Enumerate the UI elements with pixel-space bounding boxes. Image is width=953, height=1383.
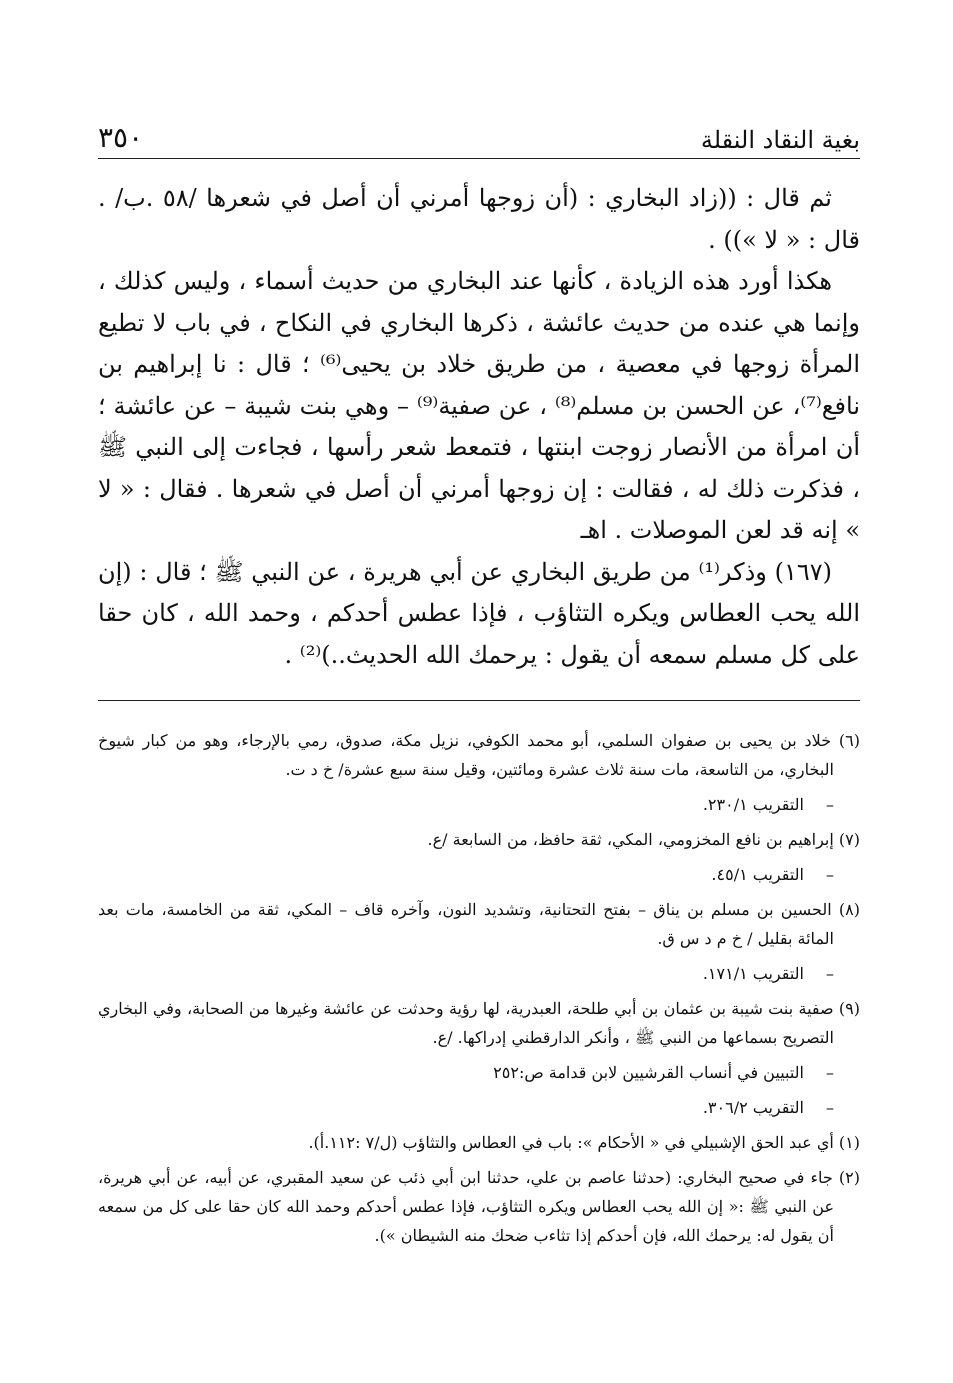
footnote-6-ref: [98, 790, 860, 819]
footnote-7-ref-text: التقريب ٤٥/١.: [711, 865, 804, 884]
page-number: ٣٥٠: [98, 121, 144, 154]
ref-dash: –: [826, 1063, 834, 1082]
footnote-9-ref-2: [98, 1093, 860, 1122]
footnotes: [98, 726, 860, 1256]
page-header: [98, 108, 860, 152]
book-page: [98, 0, 860, 1383]
footnote-6: (٦) خلاد بن يحيى بن صفوان السلمي، أبو محمد الكوفي، نزيل مكة، صدوق، رمي بالإرجاء، وهو من كبار شيوخ البخاري، من التاسعة، مات سنة ثلاث عشرة ومائتين، وقيل سنة سبع عشرة/ خ د ت.: [98, 731, 861, 779]
footnote-6-ref-text: التقريب ٢٣٠/١.: [702, 795, 804, 814]
footnote-divider: [98, 700, 860, 701]
footnote-1: (١) أي عبد الحق الإشبيلي في « الأحكام »: باب في العطاس والتثاؤب (ل/٧ :١١٢.أ).: [308, 1133, 860, 1152]
footnote-9-ref-2-text: التقريب ٣٠٦/٢.: [702, 1098, 804, 1117]
footnote-7-ref: [98, 860, 860, 889]
running-title: بغية النقاد النقلة: [700, 126, 860, 154]
ref-dash: –: [826, 865, 834, 884]
ref-dash: –: [826, 1098, 834, 1117]
paragraph-3: (١٦٧) وذكر⁽¹⁾ من طريق البخاري عن أبي هريرة ، عن النبي ﷺ ؛ قال : (إن الله يحب العطاس ويكره التثاؤب ، فإذا عطس أحدكم ، وحمد الله ، كان حقا على كل مسلم سمعه أن يقول : يرحمك الله الحديث..)⁽²⁾ .: [98, 557, 860, 669]
main-text: [98, 178, 860, 676]
footnote-9-ref-1: [98, 1058, 860, 1087]
footnote-9: (٩) صفية بنت شيبة بن عثمان بن أبي طلحة، العبدرية، لها رؤية وحدثت عن عائشة وغيرها من الصحابة، وفي البخاري التصريح بسماعها من النبي ﷺ ، وأنكر الدارقطني إدراكها. /ع.: [98, 999, 860, 1047]
footnote-8-ref-text: التقريب ١٧١/١.: [702, 964, 804, 983]
paragraph-2: هكذا أورد هذه الزيادة ، كأنها عند البخاري من حديث أسماء ، وليس كذلك ، وإنما هي عنده من حديث عائشة ، ذكرها البخاري في النكاح ، في باب لا تطيع المرأة زوجها في معصية ، من طريق خلاد بن يحيى⁽⁶⁾ ؛ قال : نا إبراهيم بن نافع⁽⁷⁾، عن الحسن بن مسلم⁽⁸⁾ ، عن صفية⁽⁹⁾ – وهي بنت شيبة – عن عائشة ؛ أن امرأة من الأنصار زوجت ابنتها ، فتمعط شعر رأسها ، فجاءت إلى النبي ﷺ ، فذكرت ذلك له ، فقالت : إن زوجها أمرني أن أصل في شعرها . فقال : « لا » إنه قد لعن الموصلات . اهـ: [98, 267, 861, 544]
footnote-2: (٢) جاء في صحيح البخاري: (حدثنا عاصم بن علي، حدثنا ابن أبي ذئب عن سعيد المقبري، عن أبيه، عن أبي هريرة، عن النبي ﷺ :« إن الله يحب العطاس ويكره التثاؤب، فإذا عطس أحدكم وحمد الله كان حقا على كل من سمعه أن يقول له: يرحمك الله، فإن أحدكم إذا تثاءب ضحك منه الشيطان »).: [98, 1168, 860, 1245]
footnote-9-ref-1-text: التبيين في أنساب القرشيين لابن قدامة ص:٢٥٢: [493, 1063, 804, 1082]
footnote-8-ref: [98, 959, 860, 988]
ref-dash: –: [826, 964, 834, 983]
footnote-8: (٨) الحسين بن مسلم بن يناق – بفتح التحتانية، وتشديد النون، وآخره قاف – المكي، ثقة من الخامسة، مات بعد المائة بقليل / خ م د س ق.: [98, 900, 861, 948]
footnote-7: (٧) إبراهيم بن نافع المخزومي، المكي، ثقة حافظ، من السابعة /ع.: [427, 830, 860, 849]
paragraph-1: ثم قال : ((زاد البخاري : (أن زوجها أمرني أن أصل في شعرها /٥٨ .ب/ . قال : « لا »)) .: [98, 184, 860, 254]
ref-dash: –: [826, 795, 834, 814]
header-divider: [98, 158, 860, 159]
